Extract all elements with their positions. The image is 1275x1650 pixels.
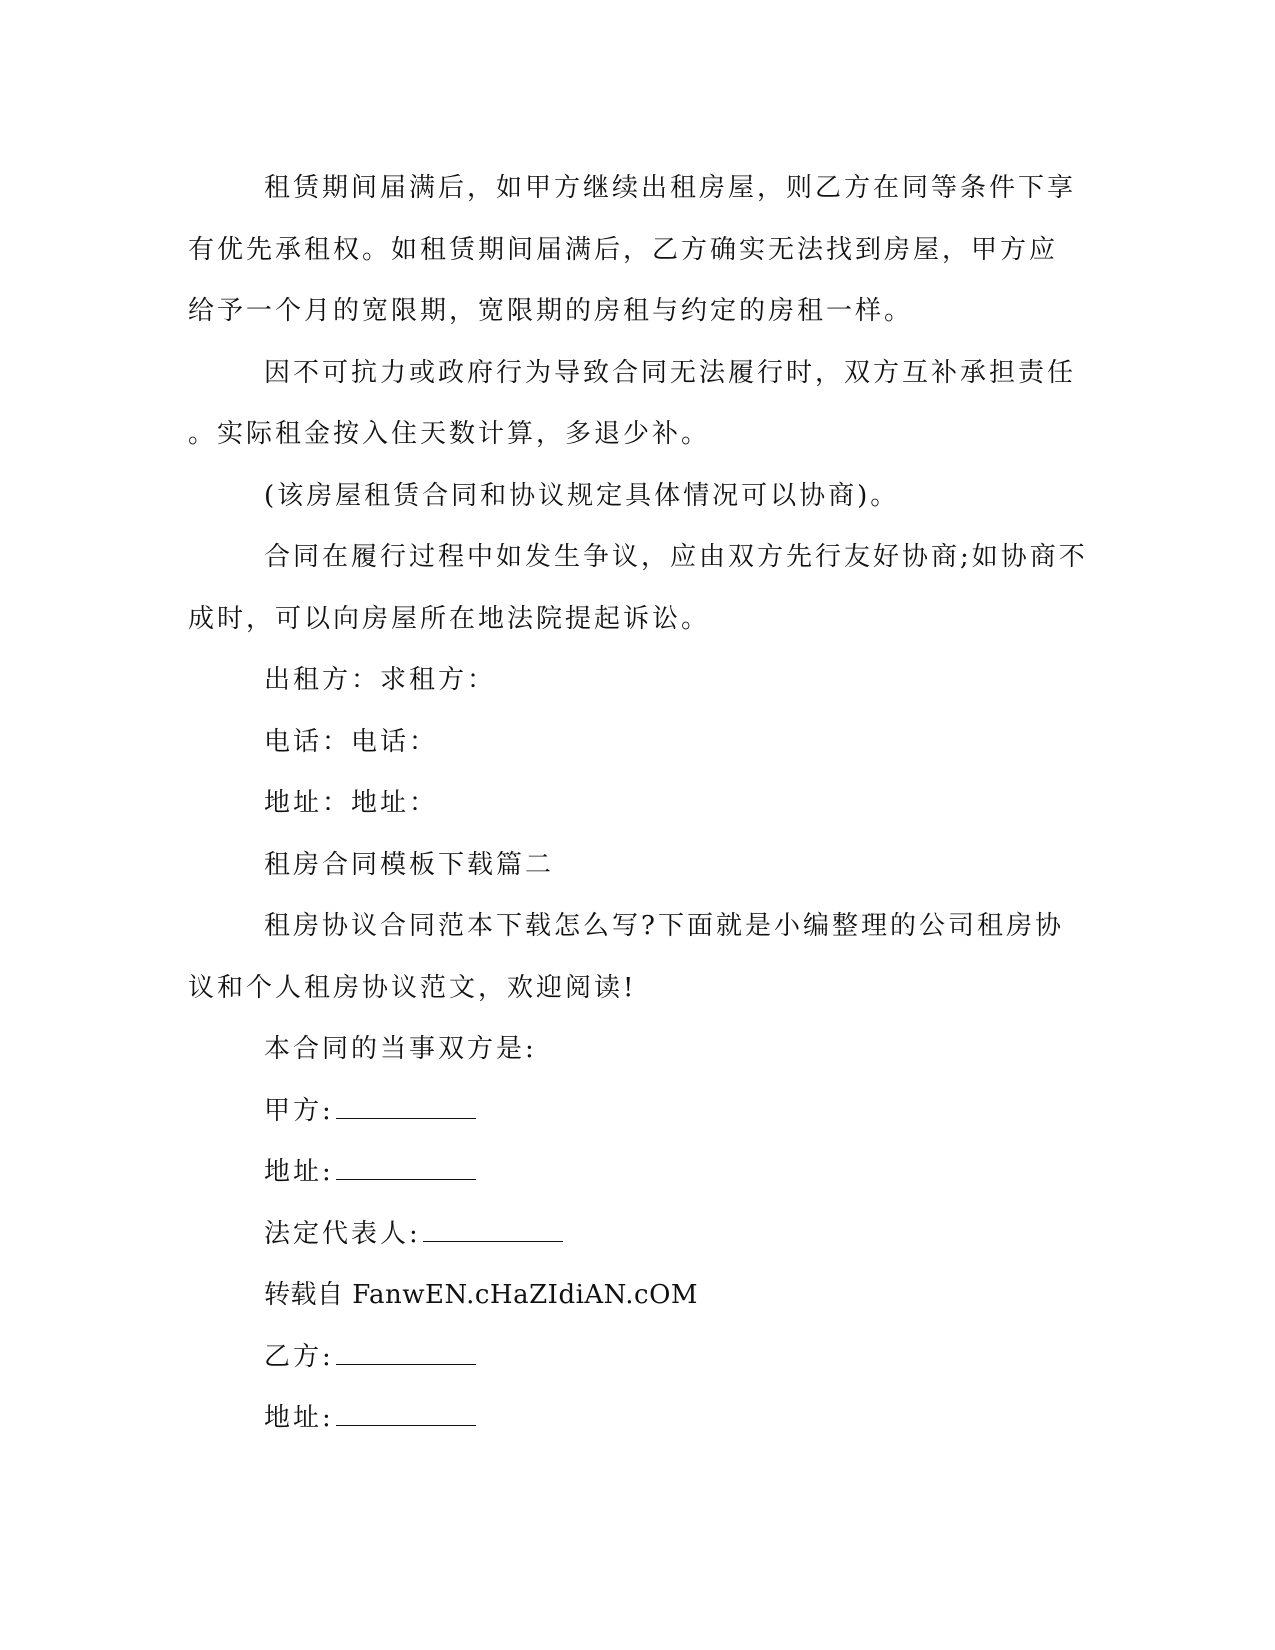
fill-in-blank: [336, 1159, 476, 1180]
party-b-address-line: 地址:: [188, 1388, 1088, 1450]
party-a-line: 甲方:: [188, 1081, 1088, 1143]
party-a-address-line: 地址:: [188, 1142, 1088, 1204]
document-body: [188, 158, 1088, 1450]
signature-line: 出租方：求租方：: [264, 665, 497, 695]
phone-line: 电话：电话：: [264, 726, 439, 757]
paragraph-line: 。实际租金按入住天数计算，多退少补。: [188, 419, 711, 449]
legal-representative-line: 法定代表人:: [188, 1204, 1088, 1266]
fill-in-blank: [336, 1098, 476, 1119]
address-line: 地址：地址：: [264, 788, 439, 818]
fill-in-blank: [336, 1405, 476, 1426]
paragraph-line: 本合同的当事双方是:: [264, 1034, 537, 1064]
paragraph-line: 议和个人租房协议范文，欢迎阅读!: [188, 972, 637, 1003]
fill-in-blank: [423, 1221, 563, 1242]
section-title: 租房合同模板下载篇二: [264, 849, 555, 880]
paragraph-line: 给予一个月的宽限期，宽限期的房租与约定的房租一样。: [188, 296, 914, 326]
source-note: 转载自 FanwEN.cHaZIdiAN.cOM: [264, 1280, 699, 1310]
paragraph-line: 租赁期间届满后，如甲方继续出租房屋，则乙方在同等条件下享: [264, 173, 1077, 203]
paragraph-line: 成时，可以向房屋所在地法院提起诉讼。: [188, 603, 711, 634]
paragraph-line: (该房屋租赁合同和协议规定具体情况可以协商)。: [264, 480, 900, 511]
party-b-line: 乙方:: [188, 1327, 1088, 1389]
paragraph-line: 合同在履行过程中如发生争议，应由双方先行友好协商;如协商不: [264, 542, 1088, 572]
paragraph-line: 因不可抗力或政府行为导致合同无法履行时，双方互补承担责任: [264, 357, 1077, 388]
fill-in-blank: [336, 1344, 476, 1365]
paragraph-line: 租房协议合同范本下载怎么写?下面就是小编整理的公司租房协: [264, 911, 1064, 941]
paragraph-line: 有优先承租权。如租赁期间届满后，乙方确实无法找到房屋，甲方应: [188, 234, 1059, 265]
